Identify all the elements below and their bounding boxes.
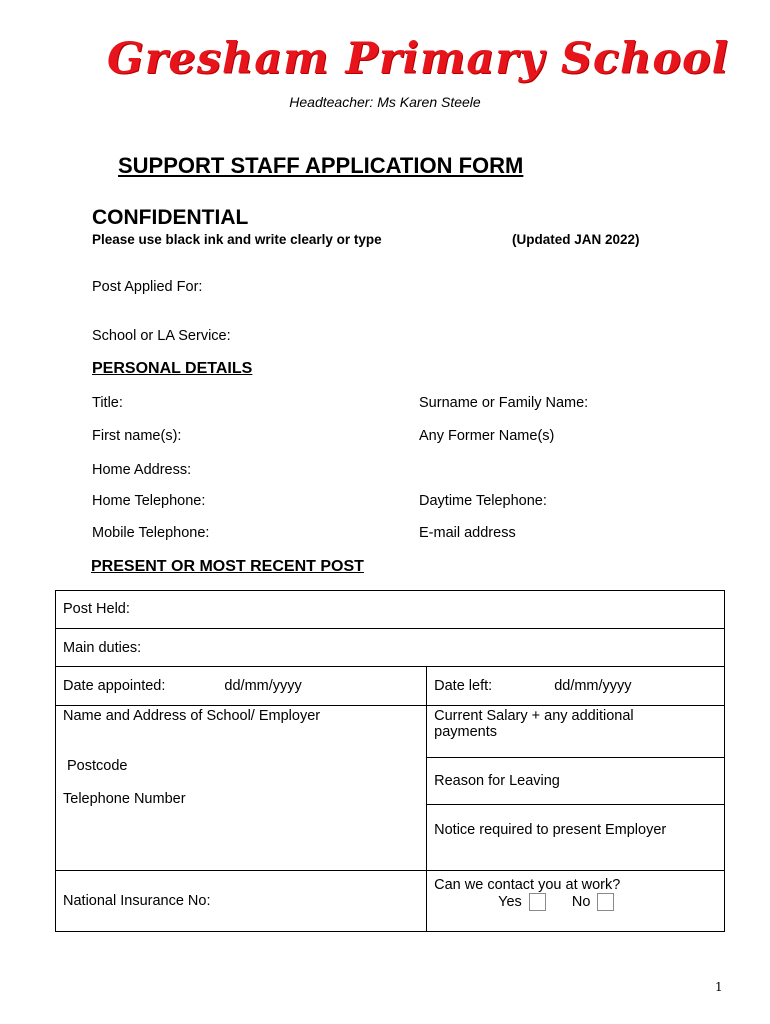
instructions: Please use black ink and write clearly or type (92, 232, 382, 247)
date-appointed-cell[interactable] (56, 667, 427, 706)
mobile-telephone-label: Mobile Telephone: (92, 525, 210, 541)
title-label: Title: (92, 395, 123, 411)
updated-date: (Updated JAN 2022) (512, 232, 640, 247)
yes-label: Yes (498, 893, 522, 910)
former-names-label: Any Former Name(s) (419, 428, 555, 444)
confidential-label: CONFIDENTIAL (92, 206, 249, 229)
headteacher: Headteacher: Ms Karen Steele (289, 94, 481, 110)
national-insurance-cell[interactable] (56, 871, 427, 932)
post-applied-for-label: Post Applied For: (92, 279, 203, 295)
personal-details-heading: PERSONAL DETAILS (92, 360, 253, 377)
date-appointed-label: Date appointed: (63, 678, 166, 694)
no-label: No (571, 893, 591, 910)
post-held-label: Post Held: (63, 601, 130, 617)
home-telephone-label: Home Telephone: (92, 493, 206, 509)
current-salary-cell[interactable] (427, 706, 725, 758)
surname-label: Surname or Family Name: (419, 395, 589, 411)
email-label: E-mail address (419, 525, 516, 541)
notice-required-label: Notice required to present Employer (434, 822, 667, 838)
post-held-cell[interactable] (56, 591, 725, 629)
notice-required-cell[interactable] (427, 805, 725, 871)
no-checkbox[interactable] (597, 893, 614, 911)
reason-for-leaving-cell[interactable] (427, 758, 725, 805)
main-duties-label: Main duties: (63, 640, 142, 656)
national-insurance-label: National Insurance No: (63, 893, 211, 909)
date-left-cell[interactable] (427, 667, 725, 706)
present-post-table (55, 590, 725, 932)
school-or-la-service-label: School or LA Service: (92, 328, 231, 344)
postcode-label: Postcode (67, 758, 128, 774)
daytime-telephone-label: Daytime Telephone: (419, 493, 547, 509)
employer-name-address-label: Name and Address of School/ Employer (63, 708, 321, 724)
school-name: Gresham Primary School (106, 34, 730, 84)
first-names-label: First name(s): (92, 428, 182, 444)
home-address-label: Home Address: (92, 462, 192, 478)
form-title: SUPPORT STAFF APPLICATION FORM (118, 153, 524, 178)
employer-cell[interactable] (56, 706, 427, 871)
contact-at-work-label: Can we contact you at work? (434, 877, 621, 893)
current-salary-label: Current Salary + any additional payments (434, 708, 634, 740)
yes-checkbox[interactable] (529, 893, 546, 911)
date-appointed-format: dd/mm/yyyy (224, 678, 302, 694)
main-duties-cell[interactable] (56, 629, 725, 667)
date-left-label: Date left: (434, 678, 493, 694)
present-post-heading: PRESENT OR MOST RECENT POST (91, 558, 364, 575)
contact-at-work-cell (427, 871, 725, 932)
reason-for-leaving-label: Reason for Leaving (434, 773, 560, 789)
telephone-number-label: Telephone Number (63, 791, 186, 807)
page-number: 1 (715, 980, 723, 994)
date-left-format: dd/mm/yyyy (554, 678, 632, 694)
